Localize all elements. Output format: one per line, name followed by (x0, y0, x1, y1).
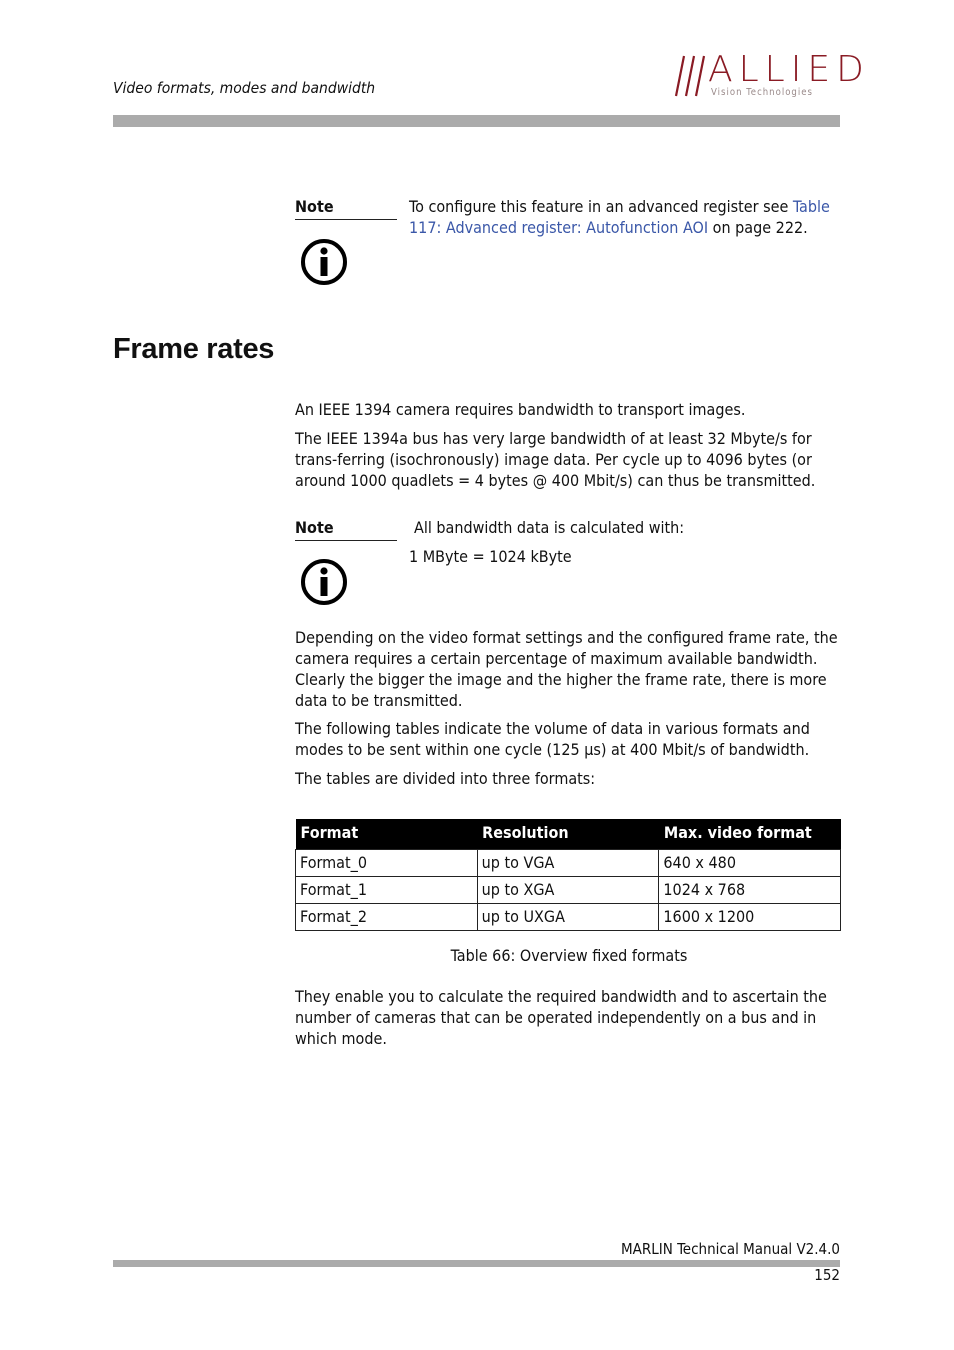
paragraph: They enable you to calculate the required bandwidth and to ascertain the number of cameras that can be operated independently on a bus and in which mode. (295, 987, 827, 1048)
paragraph: Depending on the video format settings and the configured frame rate, the camera requires a certain percentage of maximum available bandwidth. Clearly the bigger the image and the higher the frame rate, there is more data to be transmitted. (295, 628, 838, 710)
logo-slashes-icon (666, 52, 710, 98)
table-cell: 1024 x 768 (659, 877, 841, 904)
table-cell: up to VGA (477, 850, 659, 877)
table-row (296, 850, 841, 877)
note-label: Note (295, 518, 397, 541)
table-cell: Format_0 (296, 850, 478, 877)
paragraph: An IEEE 1394 camera requires bandwidth to transport images. (295, 400, 746, 419)
table-117-link[interactable]: Table 117: Advanced register: Autofunction AOI (409, 197, 830, 237)
note-text-after: on page 222. (708, 218, 808, 237)
section-title: Frame rates (113, 333, 275, 365)
header-max-video-format: Max. video format (659, 819, 841, 850)
page-number: 152 (814, 1266, 840, 1284)
header-resolution: Resolution (477, 819, 659, 850)
footer-manual-title: MARLIN Technical Manual V2.4.0 (621, 1240, 840, 1258)
table-cell: Format_1 (296, 877, 478, 904)
note-label: Note (295, 197, 397, 220)
table-row (296, 877, 841, 904)
info-icon (299, 237, 349, 287)
table-cell: Format_2 (296, 904, 478, 931)
note-text: 1 MByte = 1024 kByte (409, 547, 572, 566)
info-icon (299, 557, 349, 607)
paragraph: The following tables indicate the volume of data in various formats and modes to be sent within one cycle (125 µs) at 400 Mbit/s of bandwidth. (295, 719, 810, 759)
table-row (296, 904, 841, 931)
table-caption: Table 66: Overview fixed formats (450, 946, 688, 965)
note-text (409, 196, 841, 238)
table-header-row (296, 819, 841, 850)
running-header: Video formats, modes and bandwidth (113, 79, 376, 97)
table-cell: up to XGA (477, 877, 659, 904)
logo-tagline: Vision Technologies (711, 87, 813, 98)
paragraph: The IEEE 1394a bus has very large bandwidth of at least 32 Mbyte/s for trans-ferring (isochronously) image data. Per cycle up to 4096 bytes (or around 1000 quadlets = 4 bytes @ 400 Mbit/s) can thus be transmitted. (295, 429, 816, 490)
formats-table (295, 819, 841, 931)
footer-rule (113, 1260, 840, 1267)
header-rule (113, 115, 840, 127)
note-text: All bandwidth data is calculated with: (414, 518, 685, 537)
logo-wordmark: ALLIED (708, 49, 870, 90)
paragraph: The tables are divided into three formats: (295, 769, 596, 788)
note-text-before: To configure this feature in an advanced register see (409, 197, 793, 216)
table-cell: up to UXGA (477, 904, 659, 931)
allied-logo (666, 49, 870, 100)
table-cell: 640 x 480 (659, 850, 841, 877)
table-cell: 1600 x 1200 (659, 904, 841, 931)
header-format: Format (296, 819, 478, 850)
